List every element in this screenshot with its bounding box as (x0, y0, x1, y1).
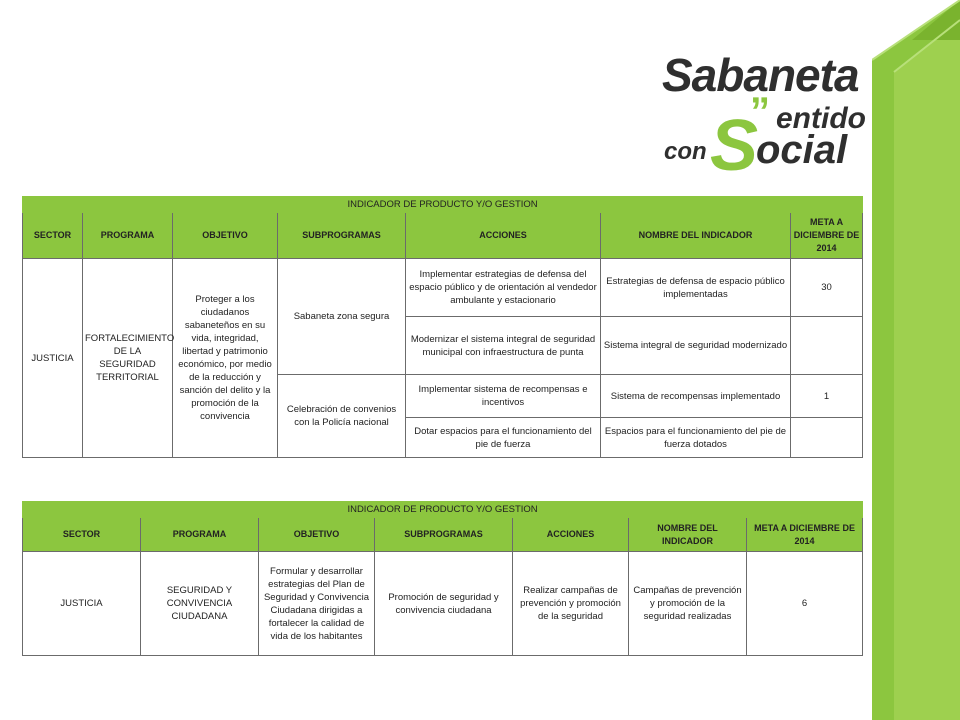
logo-quote-mark: ” (750, 90, 770, 134)
header-sector: SECTOR (23, 518, 141, 552)
cell-programa: FORTALECIMIENTO DE LA SEGURIDAD TERRITORIAL (83, 259, 173, 458)
indicator-table-1 (22, 196, 863, 458)
cell-accion: Implementar sistema de recompensas e incentivos (406, 375, 601, 418)
cell-meta: 1 (791, 375, 863, 418)
header-subprogramas: SUBPROGRAMAS (278, 213, 406, 259)
header-programa: PROGRAMA (83, 213, 173, 259)
sabaneta-logo (652, 40, 866, 186)
cell-programa: SEGURIDAD Y CONVIVENCIA CIUDADANA (141, 552, 259, 656)
cell-subprograma: Promoción de seguridad y convivencia ciudadana (375, 552, 513, 656)
table-row (23, 552, 863, 656)
cell-objetivo: Formular y desarrollar estrategias del Plan de Seguridad y Convivencia Ciudadana dirigidas a fortalecer la calidad de vida de los habitantes (259, 552, 375, 656)
header-nombre-indicador: NOMBRE DEL INDICADOR (601, 213, 791, 259)
header-objetivo: OBJETIVO (173, 213, 278, 259)
logo-entido-text: entido (776, 102, 866, 135)
header-objetivo: OBJETIVO (259, 518, 375, 552)
cell-accion: Implementar estrategias de defensa del espacio público y de orientación al vendedor ambulante y estacionario (406, 259, 601, 317)
table-2-title: INDICADOR DE PRODUCTO Y/O GESTION (23, 502, 863, 518)
cell-meta (791, 418, 863, 458)
header-programa: PROGRAMA (141, 518, 259, 552)
cell-accion: Realizar campañas de prevención y promoción de la seguridad (513, 552, 629, 656)
cell-sector: JUSTICIA (23, 552, 141, 656)
logo-ocial-text: ocial (756, 128, 848, 172)
cell-sector: JUSTICIA (23, 259, 83, 458)
cell-indicador: Espacios para el funcionamiento del pie de fuerza dotados (601, 418, 791, 458)
table-row (23, 259, 863, 317)
logo-sabaneta-text: Sabaneta (662, 49, 859, 101)
cell-indicador: Estrategias de defensa de espacio público implementadas (601, 259, 791, 317)
cell-indicador: Sistema integral de seguridad modernizado (601, 317, 791, 375)
header-meta: META A DICIEMBRE DE 2014 (791, 213, 863, 259)
cell-subprograma-2: Celebración de convenios con la Policía nacional (278, 375, 406, 458)
logo-con-text: con (664, 138, 707, 165)
header-meta: META A DICIEMBRE DE 2014 (747, 518, 863, 552)
cell-indicador: Sistema de recompensas implementado (601, 375, 791, 418)
cell-accion: Dotar espacios para el funcionamiento del pie de fuerza (406, 418, 601, 458)
cell-subprograma-1: Sabaneta zona segura (278, 259, 406, 375)
table-1-title: INDICADOR DE PRODUCTO Y/O GESTION (23, 197, 863, 213)
cell-accion: Modernizar el sistema integral de seguridad municipal con infraestructura de punta (406, 317, 601, 375)
cell-meta (791, 317, 863, 375)
header-subprogramas: SUBPROGRAMAS (375, 518, 513, 552)
cell-objetivo: Proteger a los ciudadanos sabaneteños en su vida, integridad, libertad y patrimonio económico, por medio de la reducción y sanción del delito y la promoción de la convivencia (173, 259, 278, 458)
header-nombre-indicador: NOMBRE DEL INDICADOR (629, 518, 747, 552)
indicator-table-2 (22, 501, 863, 656)
logo-big-s: S (710, 106, 759, 186)
header-acciones: ACCIONES (406, 213, 601, 259)
cell-meta: 30 (791, 259, 863, 317)
header-acciones: ACCIONES (513, 518, 629, 552)
decorative-chevron-band (872, 0, 960, 720)
header-sector: SECTOR (23, 213, 83, 259)
cell-meta: 6 (747, 552, 863, 656)
cell-indicador: Campañas de prevención y promoción de la seguridad realizadas (629, 552, 747, 656)
